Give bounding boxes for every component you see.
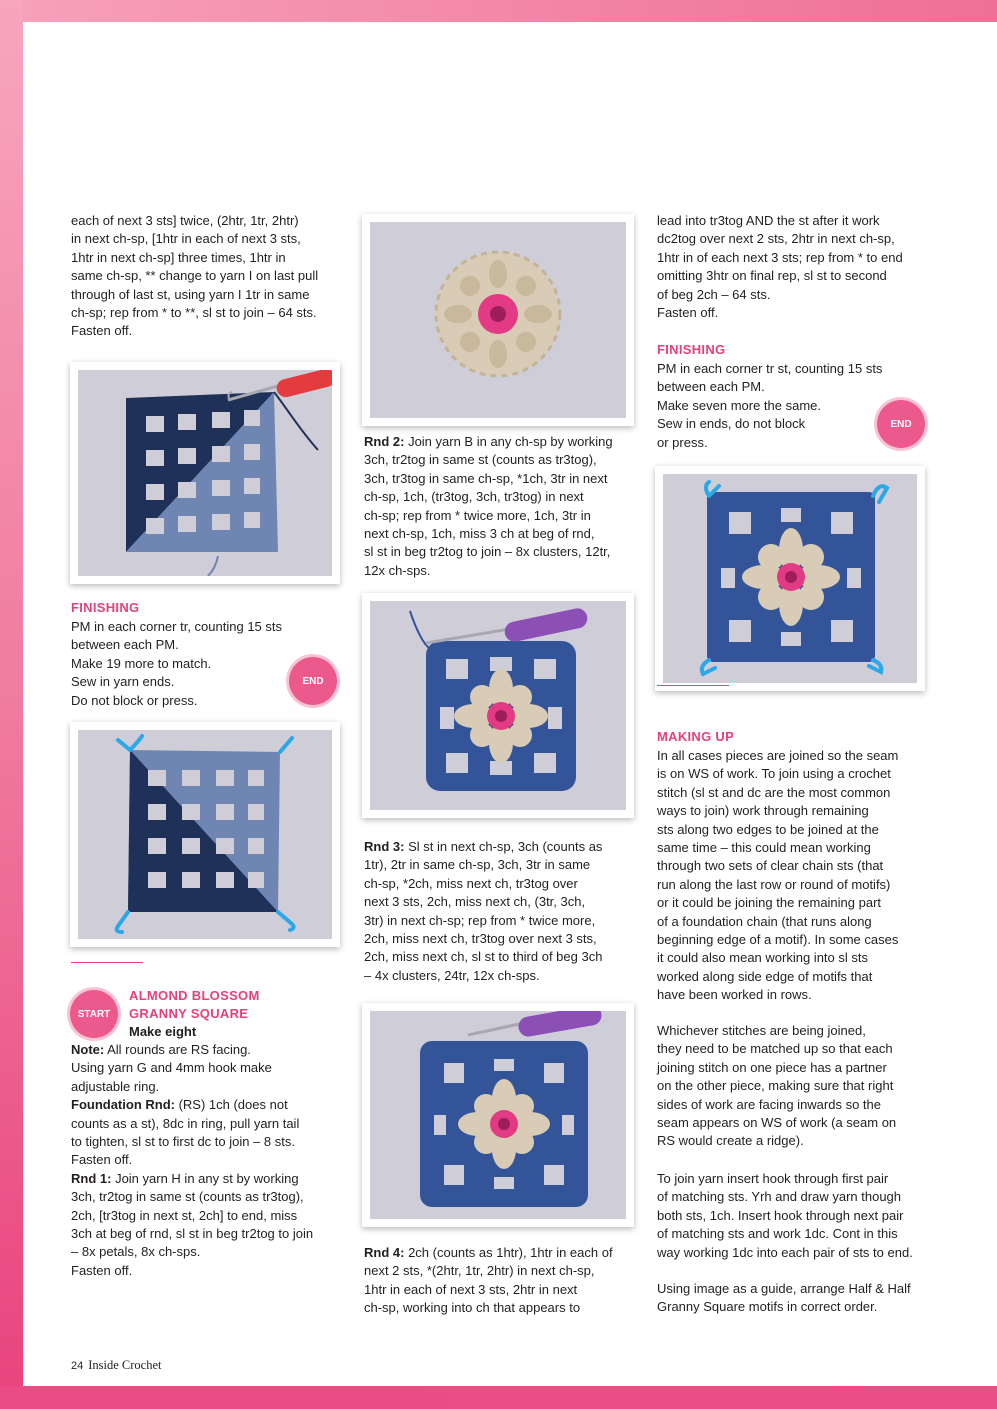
rnd3-label: Rnd 3: bbox=[364, 839, 405, 854]
col3-top-text: lead into tr3tog AND the st after it work dc2tog over next 2 sts, 2htr in next ch-sp, 1htr in of each next 3 sts; rep from * to end omitting 3htr on final rep, sl st to second of beg 2ch – 64 sts. Fasten off. bbox=[657, 213, 903, 321]
rnd2-text: Join yarn B in any ch-sp by working 3ch, tr2tog in same st (counts as tr3tog), 3ch, tr3tog in same ch-sp, *1ch, 3tr in next ch-sp, 1ch, (tr3tog, 3ch, tr3tog) in next ch-sp; rep from * twice more, 1ch, 3tr in next ch-sp, 1ch, miss 3 ch at beg of rnd, sl st in beg tr2tog to join – 8x clusters, 12tr, 12x ch-sps. bbox=[364, 434, 613, 578]
page-footer bbox=[71, 1358, 162, 1373]
col1-top-text: each of next 3 sts] twice, (2htr, 1tr, 2htr) in next ch-sp, [1htr in each of next 3 sts, 1htr in next ch-sp] three times, 1htr in same ch-sp, ** change to yarn I on last pull through of last st, using yarn I 1tr in same ch-sp; rep from * to **, sl st to join – 64 sts. Fasten off. bbox=[71, 213, 319, 339]
photo-round-4-square-with-hook bbox=[362, 1003, 634, 1227]
foundation-label: Foundation Rnd: bbox=[71, 1097, 175, 1113]
rnd2-instructions bbox=[364, 433, 644, 580]
col1-instructions bbox=[71, 1041, 346, 1280]
col1-finishing-heading: FINISHING bbox=[71, 600, 140, 615]
make-eight-label: Make eight bbox=[129, 1024, 197, 1039]
note-text: All rounds are RS facing. Using yarn G and 4mm hook make adjustable ring. bbox=[71, 1042, 272, 1094]
almond-heading-line-1: ALMOND BLOSSOM bbox=[129, 988, 260, 1003]
col1-end-badge: END bbox=[289, 657, 337, 705]
rnd2-label: Rnd 2: bbox=[364, 434, 405, 449]
foundation-text: (RS) 1ch (does not counts as a st), 8dc in ring, pull yarn tail to tighten, sl st to first dc to join – 8 sts. Fasten off. bbox=[71, 1097, 300, 1168]
rnd4-instructions bbox=[364, 1244, 644, 1318]
col3-finishing-heading: FINISHING bbox=[657, 342, 726, 357]
col3-end-badge: END bbox=[877, 400, 925, 448]
start-badge: START bbox=[70, 990, 118, 1038]
top-page-border bbox=[0, 0, 997, 22]
making-up-heading: MAKING UP bbox=[657, 729, 735, 744]
making-up-paragraph-3: To join yarn insert hook through first pair of matching sts. Yrh and draw yarn though both sts, 1ch. Insert hook through next pair of matching sts and work 1dc. Cont in this way working 1dc into each pair of sts to end. bbox=[657, 1171, 913, 1260]
col1-finishing-text: PM in each corner tr, counting 15 sts between each PM. Make 19 more to match. Sew in yarn ends. Do not block or press. bbox=[71, 619, 282, 708]
photo-almond-blossom-finished-square bbox=[655, 466, 925, 691]
photo-round-3-square-with-hook bbox=[362, 593, 634, 818]
left-page-border bbox=[0, 0, 23, 1409]
photo-half-square-with-hook bbox=[70, 362, 340, 584]
photo-half-square-with-markers bbox=[70, 722, 340, 947]
page-number: 24 bbox=[71, 1360, 84, 1372]
rnd4-text: 2ch (counts as 1htr), 1htr in each of next 2 sts, *(2htr, 1tr, 2htr) in next ch-sp, 1htr in each of next 3 sts, 2htr in next ch-sp, working into ch that appears to bbox=[364, 1245, 613, 1316]
rnd3-text: Sl st in next ch-sp, 3ch (counts as 1tr), 2tr in same ch-sp, 3ch, 3tr in same ch-sp, *2ch, miss next ch, tr3tog over next 3 sts, 2ch, miss next ch, (3tr, 3ch, 3tr) in next ch-sp; rep from * twice more, 2ch, miss next ch, tr3tog over next 3 sts, 2ch, miss next ch, sl st to third of beg 3ch – 4x clusters, 24tr, 12x ch-sps. bbox=[364, 839, 603, 983]
note-label: Note: bbox=[71, 1042, 105, 1057]
making-up-paragraph-1: In all cases pieces are joined so the seam is on WS of work. To join using a crochet stitch (sl st and dc are the most common ways to join) work through remaining sts along two edges to be joined at the same time – this could mean working through two sets of clear chain sts (that run along the last row or round of motifs) or it could be joining the remaining part of a foundation chain (that runs along beginning edge of a motif). In some cases it could also mean working into sl sts worked along side edge of motifs that have been worked in rows. bbox=[657, 748, 899, 1003]
col1-divider bbox=[71, 962, 143, 963]
rnd4-label: Rnd 4: bbox=[364, 1245, 405, 1260]
col3-finishing-text: PM in each corner tr st, counting 15 sts between each PM. Make seven more the same. Sew in ends, do not block or press. bbox=[657, 361, 883, 450]
almond-heading-line-2: GRANNY SQUARE bbox=[129, 1006, 249, 1021]
rnd1-label: Rnd 1: bbox=[71, 1170, 112, 1186]
rnd1-text: Join yarn H in any st by working 3ch, tr2tog in same st (counts as tr3tog), 2ch, [tr3tog in next st, 2ch] to end, miss 3ch at beg of rnd, sl st in beg tr2tog to join – 8x petals, 8x ch-sps. Fasten off. bbox=[71, 1170, 314, 1278]
col3-divider bbox=[657, 685, 729, 686]
bottom-page-border bbox=[0, 1386, 997, 1409]
making-up-paragraph-2: Whichever stitches are being joined, they need to be matched up so that each joining stitch on one piece has a partner on the other piece, making sure that right sides of work are facing inwards so the seam appears on WS of work (a seam on RS would create a ridge). bbox=[657, 1023, 897, 1149]
photo-round-2-circle bbox=[362, 214, 634, 426]
magazine-name: Inside Crochet bbox=[88, 1358, 162, 1372]
making-up-paragraph-4: Using image as a guide, arrange Half & Half Granny Square motifs in correct order. bbox=[657, 1281, 911, 1315]
rnd3-instructions bbox=[364, 838, 644, 985]
